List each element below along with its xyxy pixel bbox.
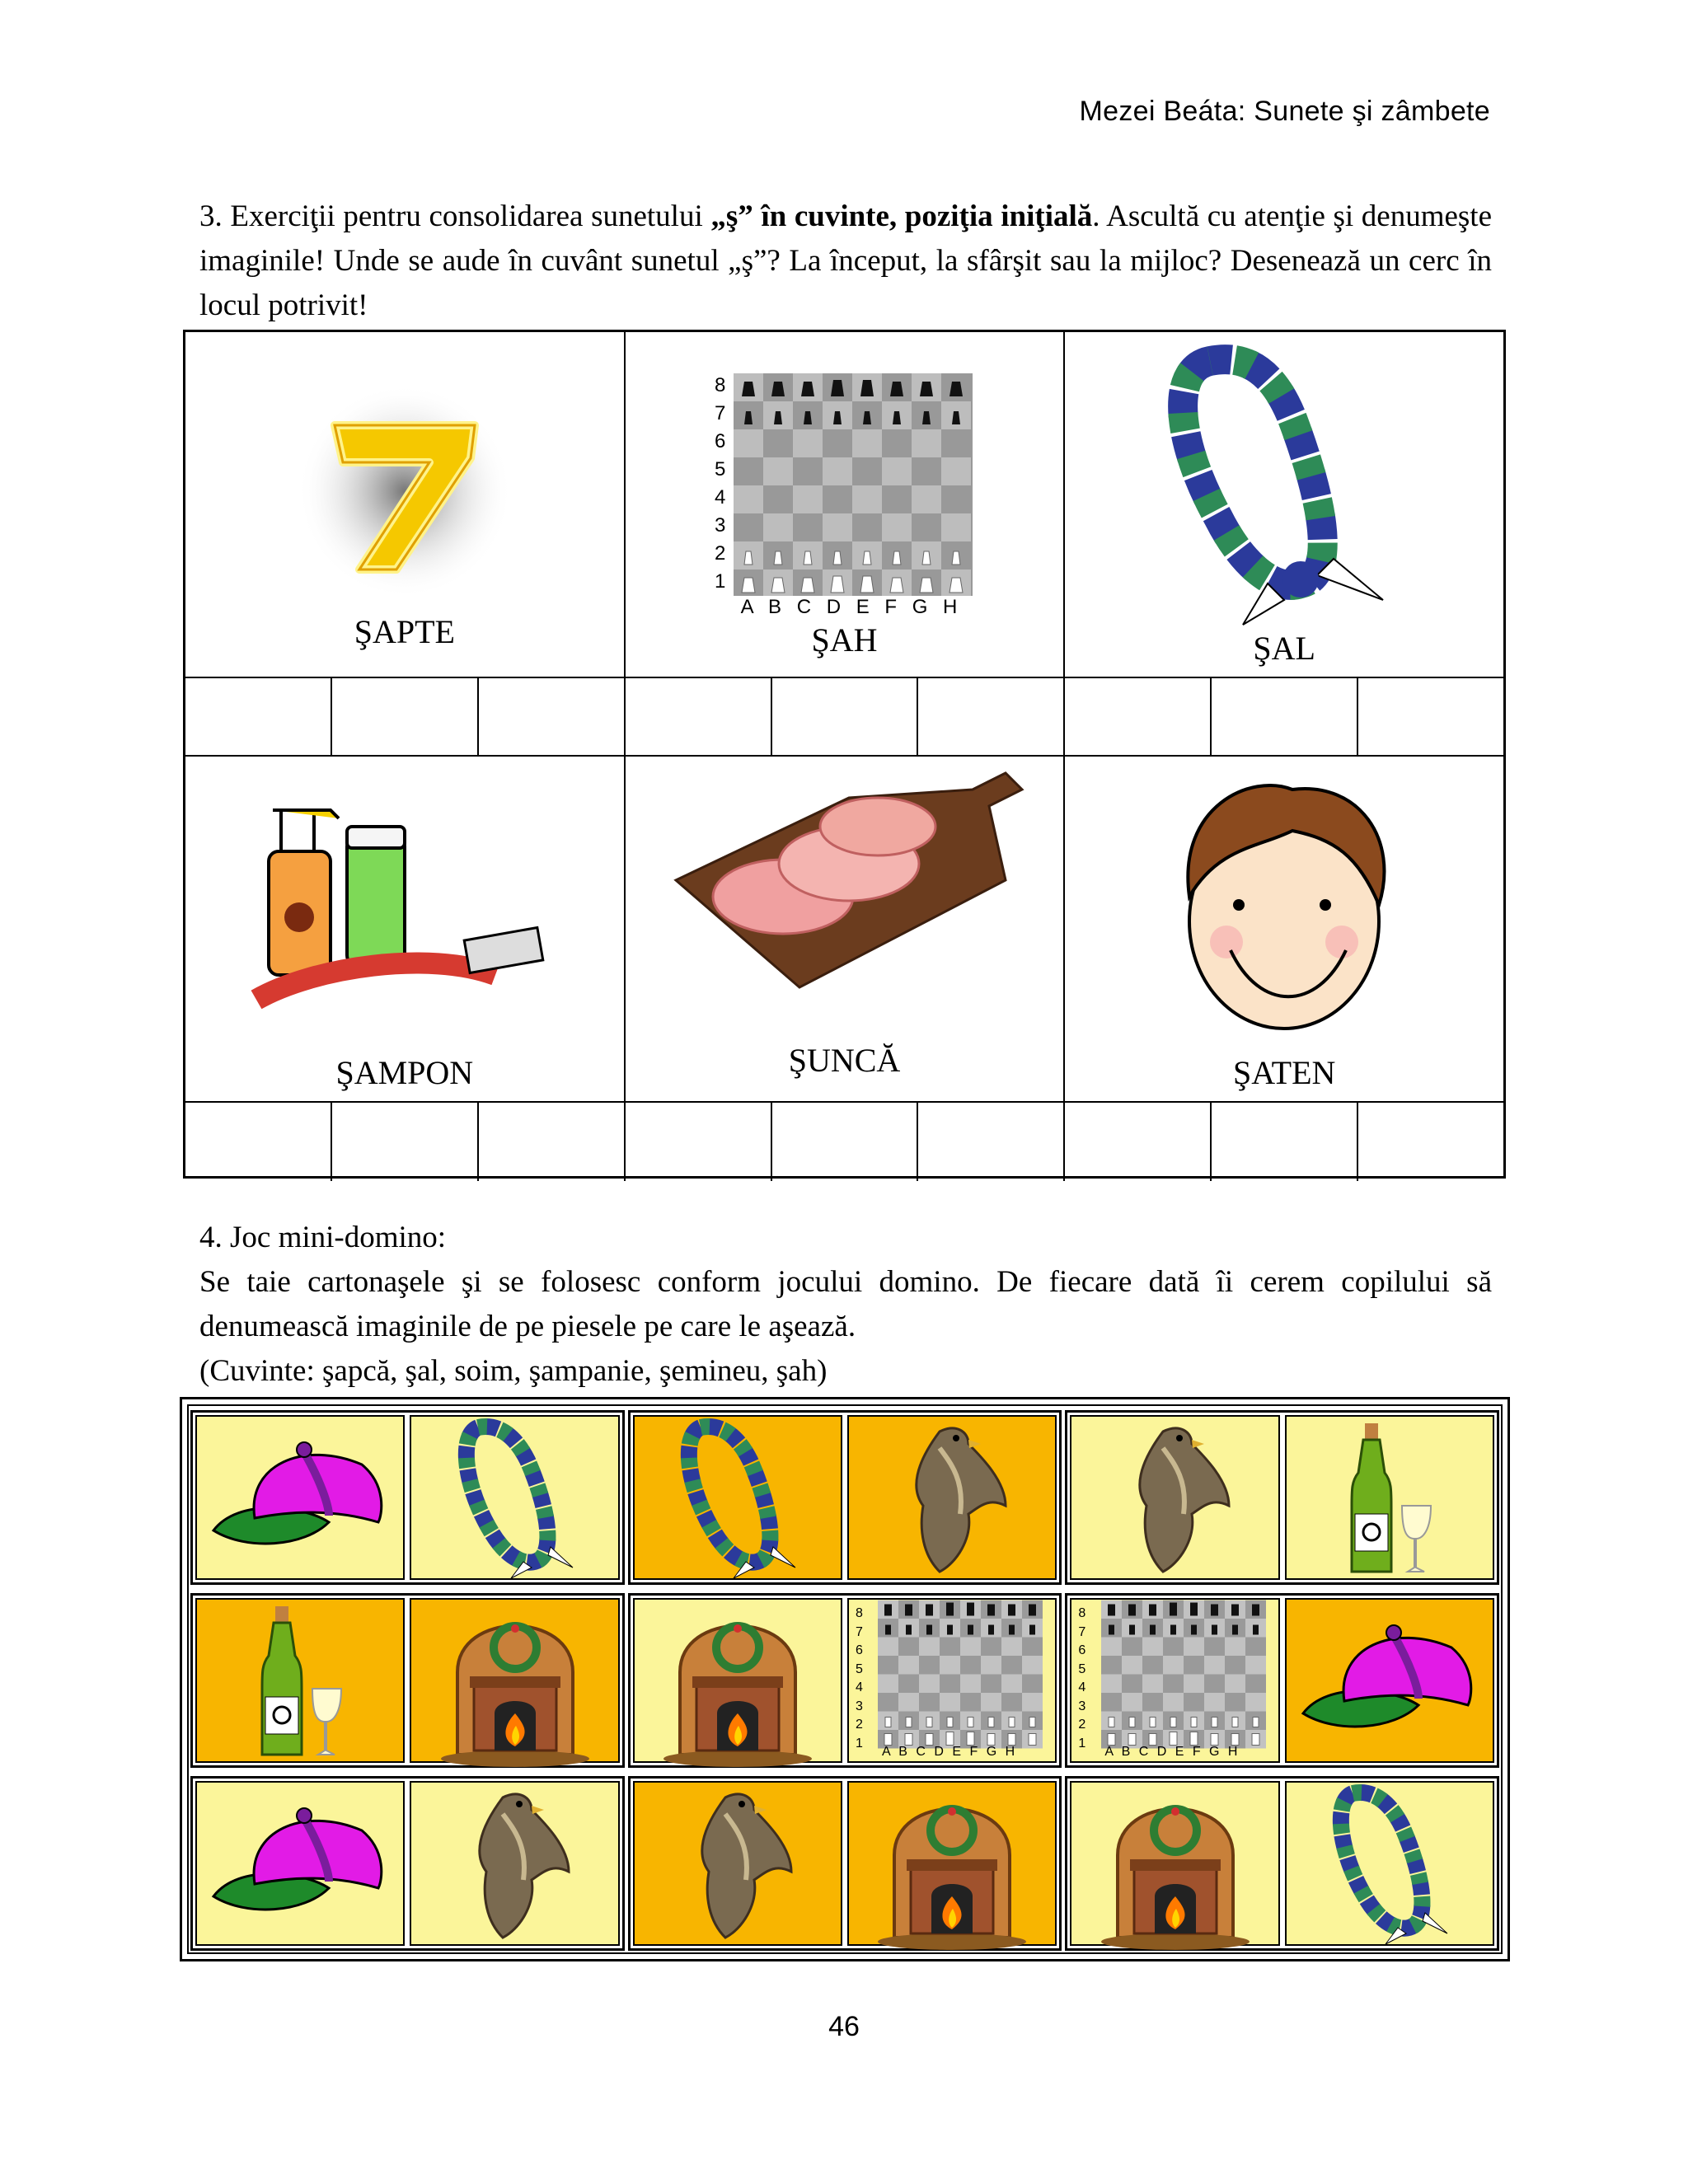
hawk-icon xyxy=(633,1781,842,1946)
fireplace-icon xyxy=(847,1781,1057,1946)
answer-box[interactable] xyxy=(918,678,1065,757)
word-label: ŞAH xyxy=(811,621,878,658)
cap-icon xyxy=(195,1781,405,1946)
scarf-icon xyxy=(1152,336,1416,633)
image-row-1 xyxy=(185,332,1503,678)
fireplace-icon xyxy=(410,1598,619,1763)
exercise-4-instructions xyxy=(199,1216,1492,1394)
chess-ranks: 8 7 6 5 4 3 2 1 xyxy=(856,1606,863,1750)
answer-box[interactable] xyxy=(1065,1103,1212,1181)
chess-ranks: 8 7 6 5 4 3 2 1 xyxy=(1078,1606,1086,1750)
domino-row xyxy=(189,1408,1501,1586)
answer-box[interactable] xyxy=(1212,1103,1358,1181)
cap-icon xyxy=(195,1415,405,1580)
cell-sah xyxy=(626,332,1066,678)
chess-files: A B C D E F G H xyxy=(1104,1745,1238,1759)
domino-piece[interactable] xyxy=(190,1410,625,1585)
answer-boxes-row-1 xyxy=(185,678,1503,757)
champagne-icon xyxy=(195,1598,405,1763)
domino-row xyxy=(189,1591,1501,1769)
exercise-4-line1: Se taie cartonaşele şi se folosesc conform jocului domino. De fiecare dată îi cerem copilului să denumească imaginile de pe piesele pe care le aşează. xyxy=(199,1265,1492,1343)
answer-box[interactable] xyxy=(185,678,332,757)
domino-piece[interactable] xyxy=(628,1593,1062,1768)
ham-icon xyxy=(659,765,1030,996)
domino-inner xyxy=(187,1404,1503,1954)
exercise-number: 3. xyxy=(199,199,223,233)
face-icon xyxy=(1169,773,1400,1037)
chess-icon xyxy=(847,1598,1057,1763)
fireplace-icon xyxy=(1070,1781,1279,1946)
chess-ranks: 8 7 6 5 4 3 2 1 xyxy=(714,374,726,593)
domino-grid xyxy=(180,1397,1510,1961)
word-label: ŞAPTE xyxy=(354,613,455,650)
answer-box[interactable] xyxy=(772,1103,919,1181)
word-label: ŞATEN xyxy=(1232,1054,1336,1091)
chess-files: A B C D E F G H xyxy=(882,1745,1015,1759)
answer-box[interactable] xyxy=(479,1103,626,1181)
chess-files: A B C D E F G H xyxy=(740,596,958,618)
domino-piece[interactable] xyxy=(190,1593,625,1768)
hawk-icon xyxy=(410,1781,619,1946)
answer-box[interactable] xyxy=(479,678,626,757)
domino-row xyxy=(189,1774,1501,1952)
hawk-icon xyxy=(1070,1415,1279,1580)
word-label: ŞAMPON xyxy=(335,1054,474,1091)
domino-piece[interactable] xyxy=(1065,1593,1499,1768)
answer-box[interactable] xyxy=(772,678,919,757)
hawk-icon xyxy=(847,1415,1057,1580)
domino-piece[interactable] xyxy=(190,1776,625,1951)
answer-boxes-row-2 xyxy=(185,1103,1503,1181)
cell-sampon xyxy=(185,757,626,1103)
answer-box[interactable] xyxy=(1065,678,1212,757)
exercise-bold: „ş” în cuvinte, poziţia iniţială xyxy=(710,199,1093,233)
answer-box[interactable] xyxy=(1212,678,1358,757)
answer-box[interactable] xyxy=(332,678,479,757)
shampoo-icon xyxy=(248,794,561,1024)
exercise-3-instructions xyxy=(199,194,1492,328)
answer-box[interactable] xyxy=(626,1103,772,1181)
domino-piece[interactable] xyxy=(1065,1410,1499,1585)
word-label: ŞUNCĂ xyxy=(788,1042,901,1079)
image-row-2 xyxy=(185,757,1503,1103)
answer-box[interactable] xyxy=(626,678,772,757)
page-header: Mezei Beáta: Sunete şi zâmbete xyxy=(1079,96,1490,127)
page-number: 46 xyxy=(828,2011,860,2042)
cap-icon xyxy=(1285,1598,1494,1763)
cell-sapte xyxy=(185,332,626,678)
exercise-table xyxy=(183,330,1506,1179)
answer-box[interactable] xyxy=(1358,678,1503,757)
domino-piece[interactable] xyxy=(628,1776,1062,1951)
exercise-text-b: . Ascultă cu atenţie şi denumeşte imaginile! Unde se aude în cuvânt sunetul „ş”? La început, la sfârşit sau la mijloc? Desenează un cerc în locul potrivit! xyxy=(199,199,1493,322)
cell-sal xyxy=(1065,332,1503,678)
domino-piece[interactable] xyxy=(628,1410,1062,1585)
domino-piece[interactable] xyxy=(1065,1776,1499,1951)
chessboard-icon xyxy=(709,365,981,612)
chess-icon xyxy=(1070,1598,1279,1763)
answer-box[interactable] xyxy=(918,1103,1065,1181)
scarf-icon xyxy=(633,1415,842,1580)
scarf-icon xyxy=(1285,1781,1494,1946)
cell-saten xyxy=(1065,757,1503,1103)
answer-box[interactable] xyxy=(185,1103,332,1181)
answer-box[interactable] xyxy=(332,1103,479,1181)
answer-box[interactable] xyxy=(1358,1103,1503,1181)
cell-sunca xyxy=(626,757,1066,1103)
word-label: ŞAL xyxy=(1253,630,1315,667)
scarf-icon xyxy=(410,1415,619,1580)
exercise-4-title: 4. Joc mini-domino: xyxy=(199,1221,447,1254)
champagne-icon xyxy=(1285,1415,1494,1580)
fireplace-icon xyxy=(633,1598,842,1763)
seven-icon xyxy=(293,380,516,602)
exercise-text-a: Exerciţii pentru consolidarea sunetului xyxy=(230,199,703,233)
exercise-4-line2: (Cuvinte: şapcă, şal, soim, şampanie, şemineu, şah) xyxy=(199,1354,828,1388)
